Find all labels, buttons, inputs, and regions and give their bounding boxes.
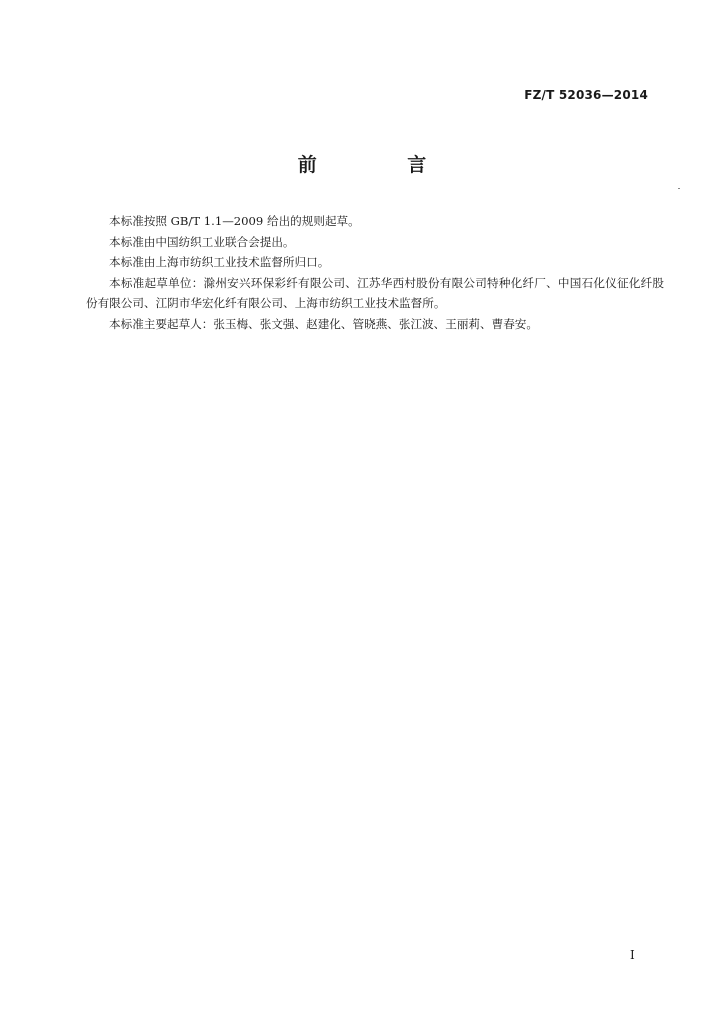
paragraph-centralized-unit: 本标准由上海市纺织工业技术监督所归口。: [109, 255, 330, 269]
scan-speck: [678, 188, 680, 189]
paragraph-drafters: 本标准主要起草人：张玉梅、张文强、赵建化、管晓燕、张江波、王丽莉、曹春安。: [109, 316, 538, 331]
paragraph-proposer: 本标准由中国纺织工业联合会提出。: [109, 234, 295, 249]
page-title: 前 言: [297, 154, 469, 176]
page-number: I: [630, 948, 635, 962]
paragraph-drafting-units: 本标准起草单位：滁州安兴环保彩纤有限公司、江苏华西村股份有限公司特种化纤厂、中国石化仪征化纤股份有限公司、江阴市华宏化纤有限公司、上海市纺织工业技术监督所。: [86, 275, 664, 310]
foreword-body: [86, 211, 664, 334]
standard-code: FZ/T 52036—2014: [524, 88, 648, 102]
paragraph-drafting-rules: 本标准按照 GB/T 1.1—2009 给出的规则起草。: [109, 214, 360, 228]
